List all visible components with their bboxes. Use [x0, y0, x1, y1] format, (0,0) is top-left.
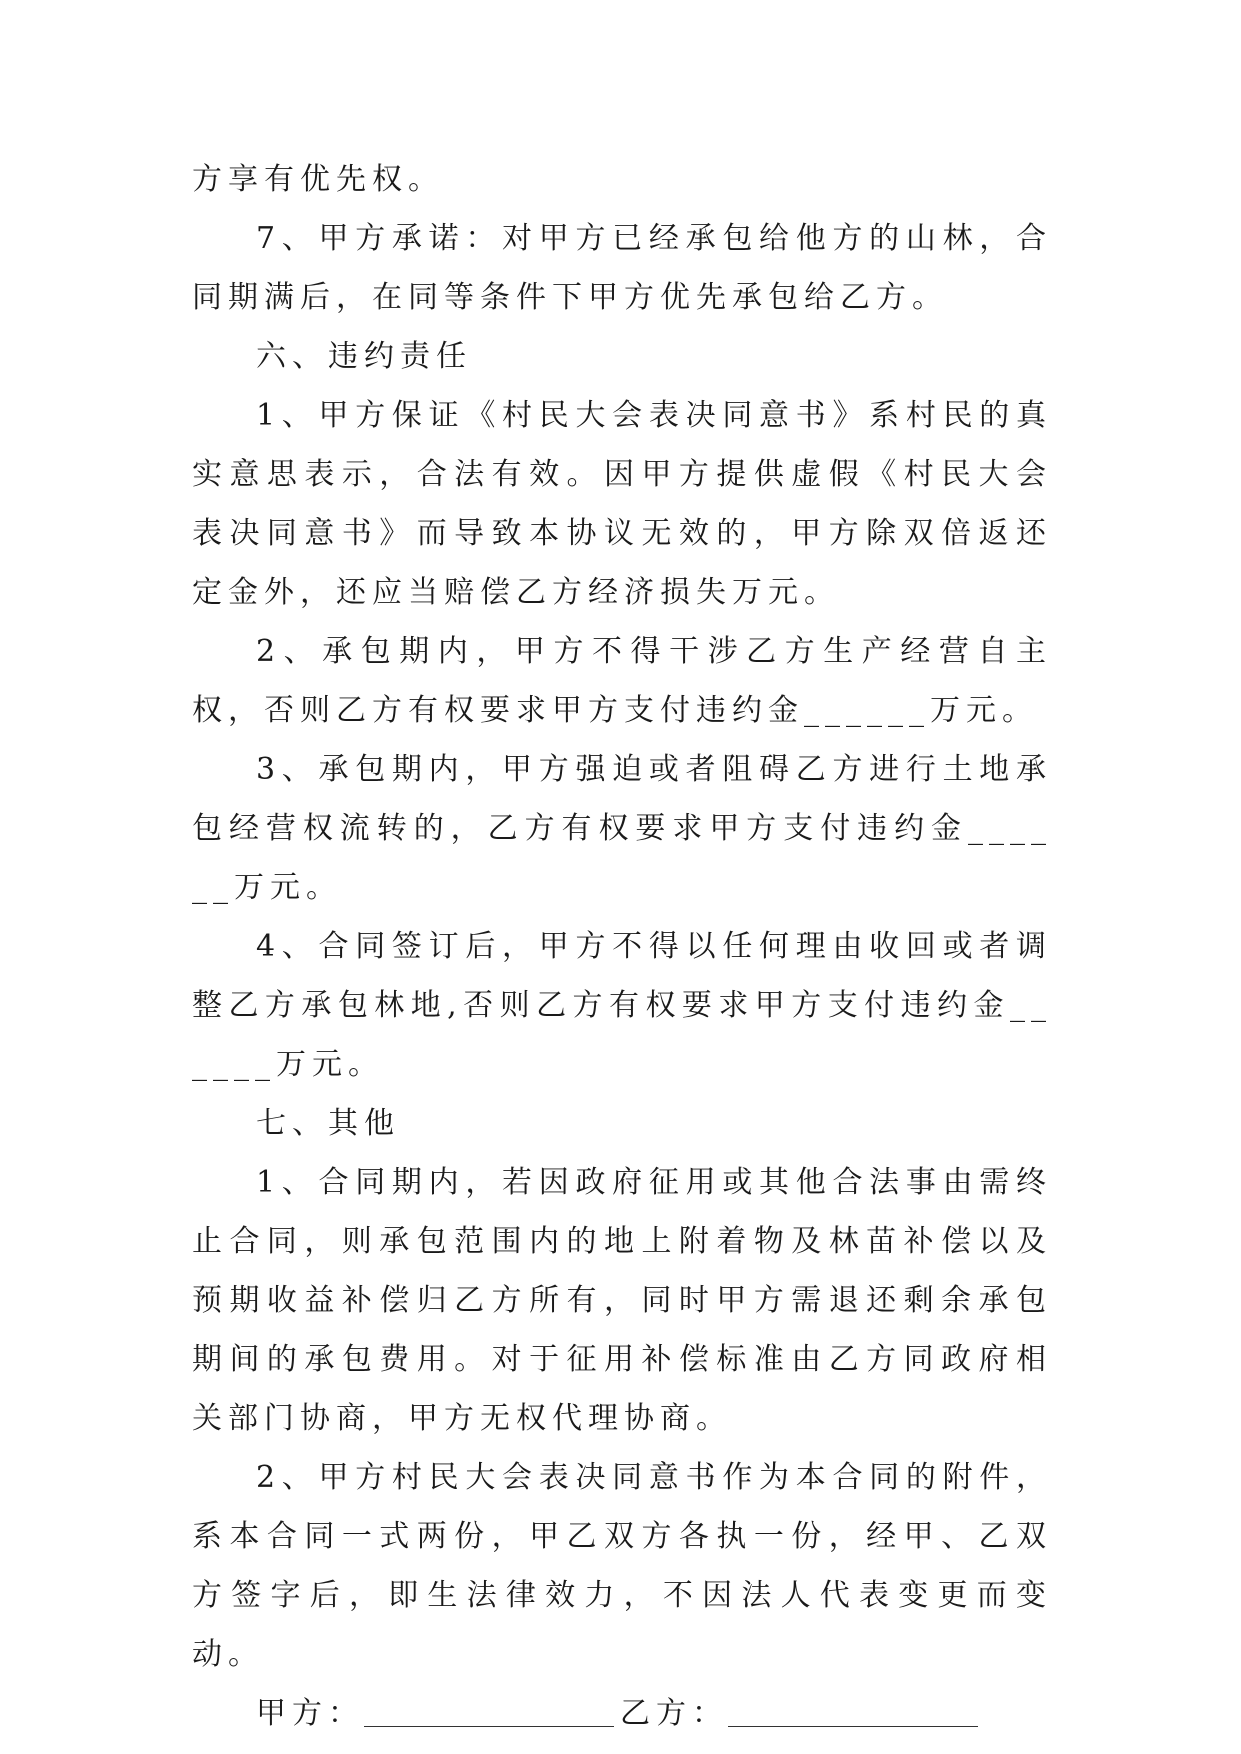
section-heading: 六、违约责任 — [256, 339, 472, 374]
paragraph: 2、甲方村民大会表决同意书作为本合同的附件，系本合同一式两份，甲乙双方各执一份，经甲、乙双方签字后，即生法律效力，不因法人代表变更而变动。 — [192, 1460, 1052, 1672]
paragraph: 1、合同期内，若因政府征用或其他合法事由需终止合同，则承包范围内的地上附着物及林苗补偿以及预期收益补偿归乙方所有，同时甲方需退还剩余承包期间的承包费用。对于征用补偿标准由乙方同政府相关部门协商，甲方无权代理协商。 — [192, 1165, 1052, 1436]
paragraph: 1、甲方保证《村民大会表决同意书》系村民的真实意思表示，合法有效。因甲方提供虚假《村民大会表决同意书》而导致本协议无效的，甲方除双倍返还定金外，还应当赔偿乙方经济损失万元。 — [192, 398, 1052, 610]
party-b-signature-blank — [728, 1696, 978, 1727]
paragraph: 方享有优先权。 — [192, 162, 444, 197]
signature-line — [192, 1684, 1052, 1743]
paragraph: 4、合同签订后，甲方不得以任何理由收回或者调整乙方承包林地,否则乙方有权要求甲方支付违约金______万元。 — [192, 929, 1052, 1082]
paragraph: 3、承包期内，甲方强迫或者阻碍乙方进行土地承包经营权流转的，乙方有权要求甲方支付违约金______万元。 — [192, 752, 1052, 905]
section-heading: 七、其他 — [256, 1106, 400, 1141]
party-b-label: 乙方： — [620, 1696, 728, 1731]
paragraph: 7、甲方承诺：对甲方已经承包给他方的山林，合同期满后，在同等条件下甲方优先承包给乙方。 — [192, 221, 1052, 315]
party-a-label: 甲方： — [256, 1696, 364, 1731]
party-a-signature-blank — [364, 1696, 614, 1727]
paragraph: 2、承包期内，甲方不得干涉乙方生产经营自主权，否则乙方有权要求甲方支付违约金______万元。 — [192, 634, 1052, 728]
document-page — [192, 150, 1052, 1743]
